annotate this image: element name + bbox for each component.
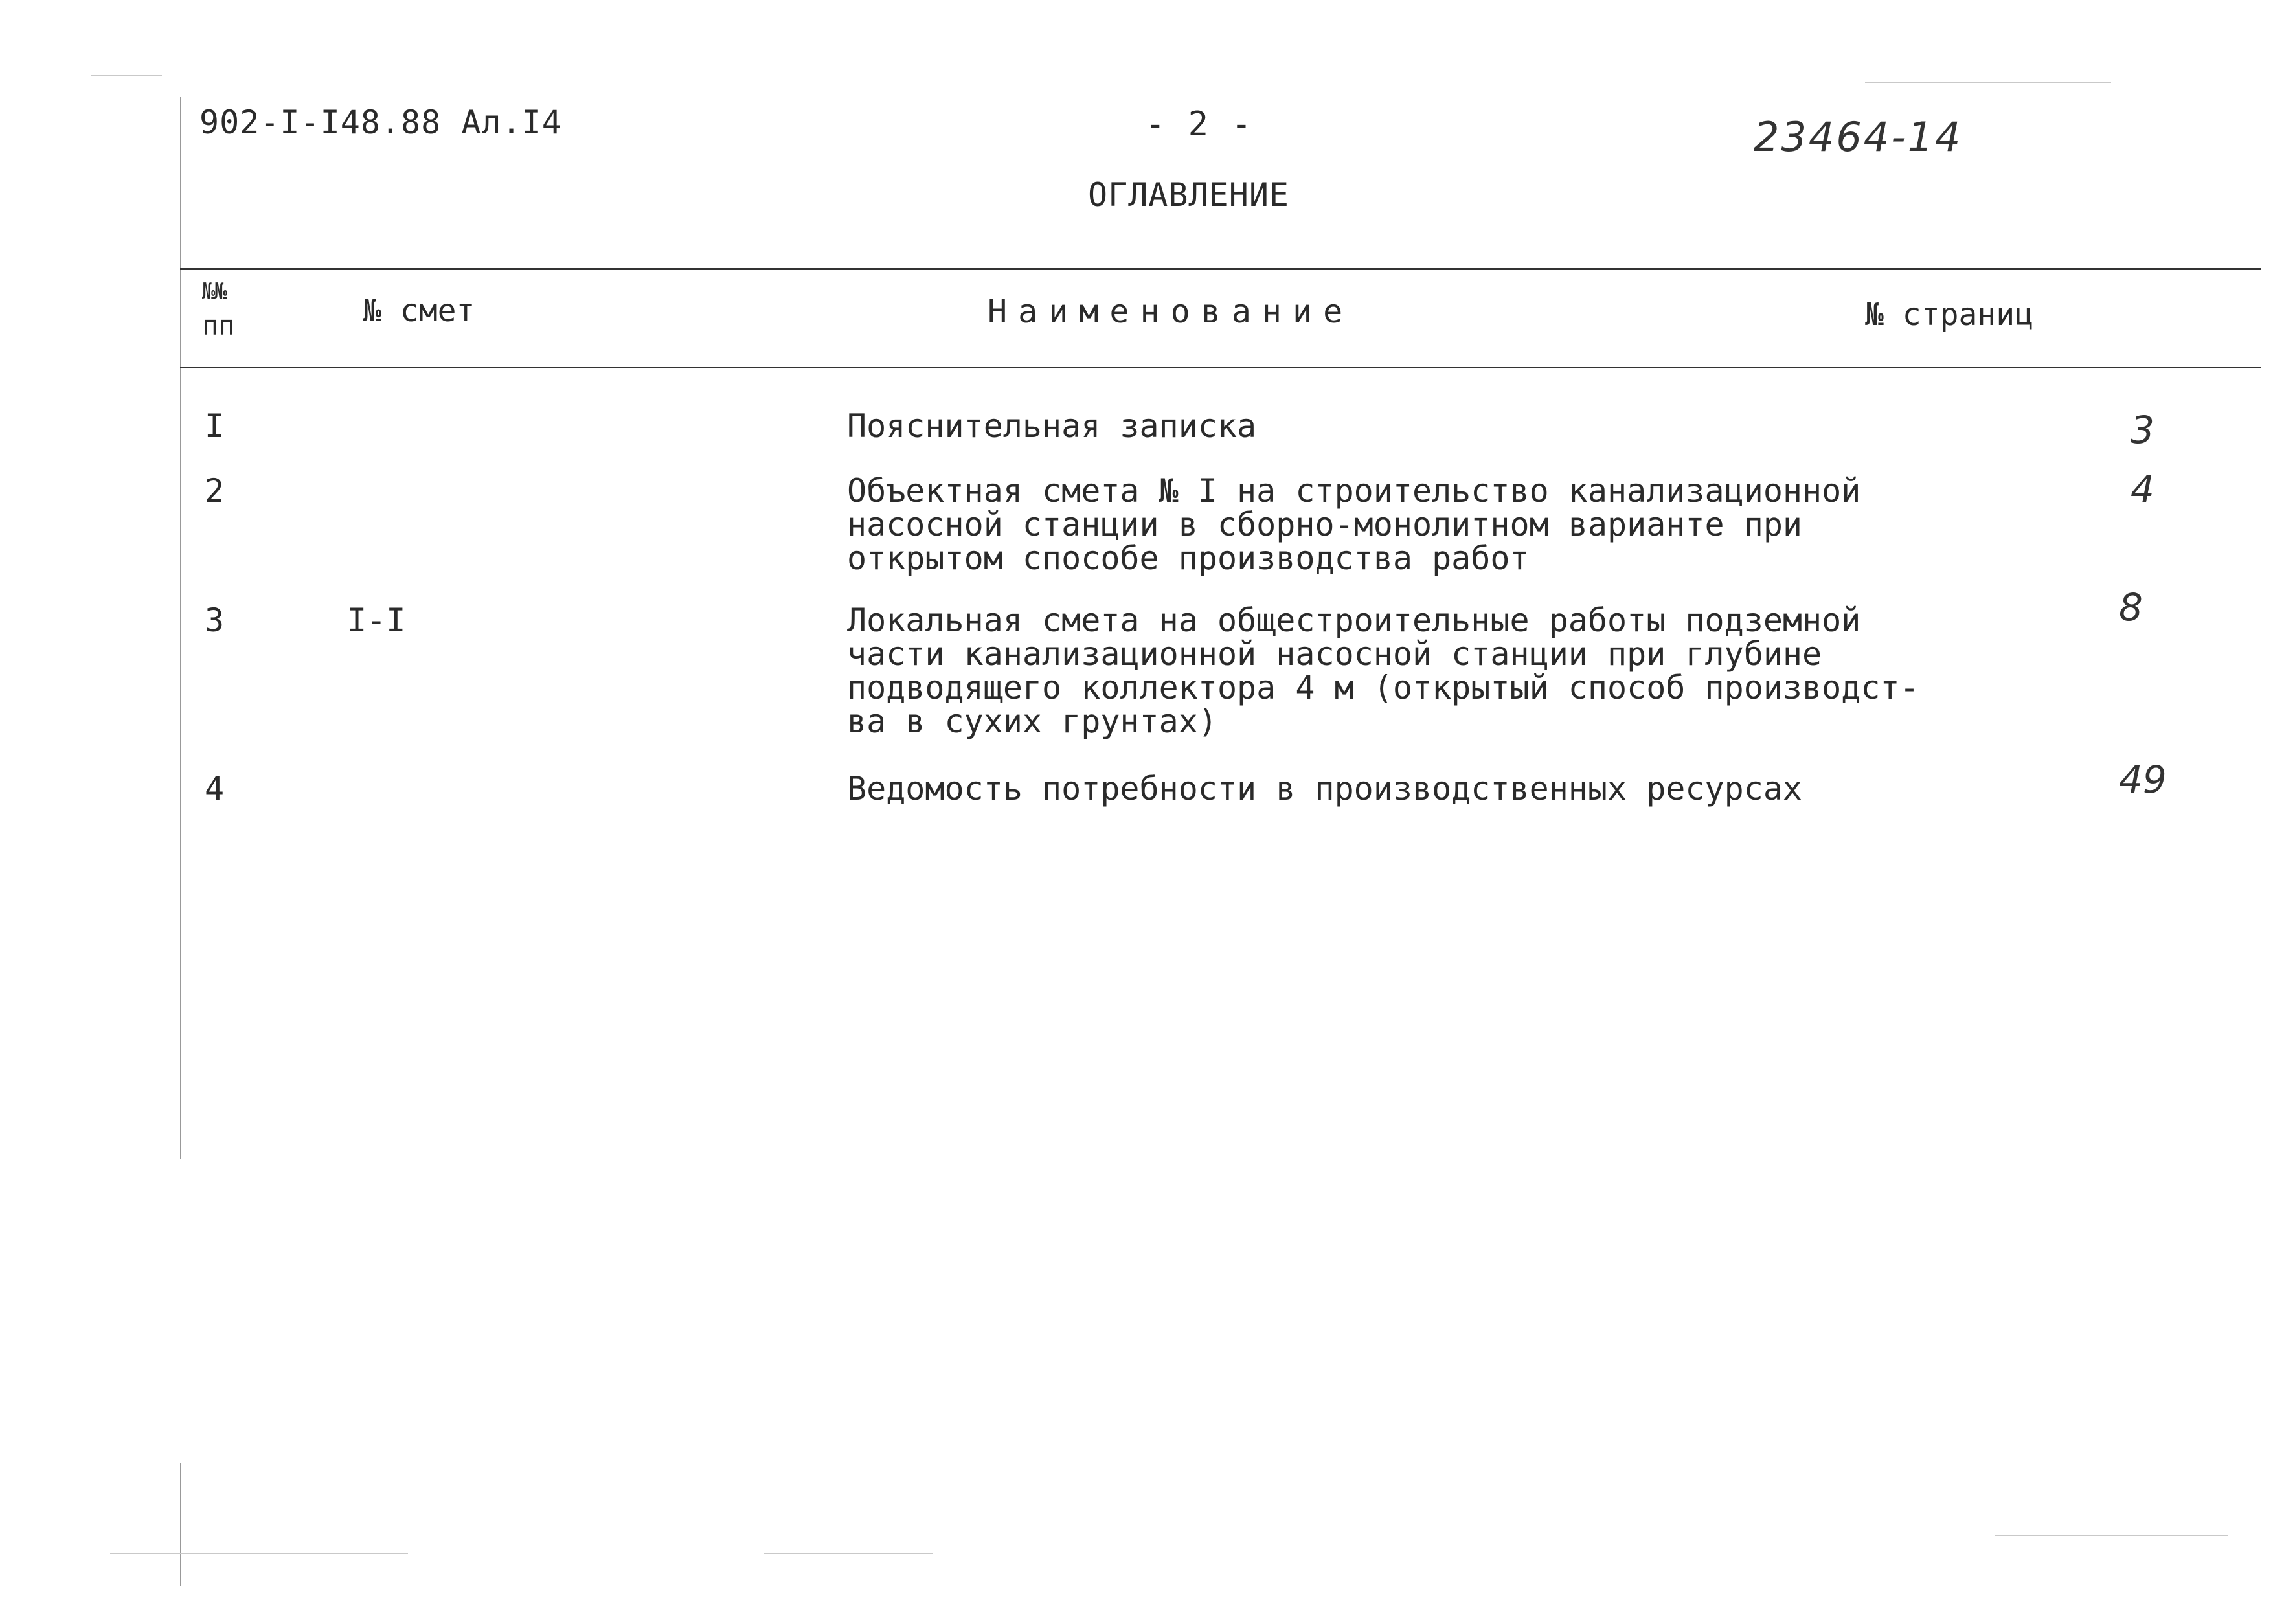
page-title: ОГЛАВЛЕНИЕ bbox=[1088, 176, 1290, 214]
table-header-rule bbox=[180, 367, 2261, 368]
page-number: - 2 - bbox=[1145, 105, 1253, 144]
column-header-estimate-number: № смет bbox=[363, 293, 475, 329]
row-page-number: 4 bbox=[2131, 468, 2154, 512]
left-margin-line bbox=[180, 97, 181, 1159]
row-number: 4 bbox=[205, 770, 225, 807]
row-estimate-number: I-I bbox=[347, 602, 406, 639]
row-name: Объектная смета № I на строительство канализационной насосной станции в сборно-монолитном варианте при открытом способе производства работ bbox=[847, 472, 1861, 577]
row-name: Пояснительная записка bbox=[847, 407, 1257, 445]
column-header-pages: № страниц bbox=[1865, 297, 2034, 333]
document-code: 902-I-I48.88 Ал.I4 bbox=[199, 104, 562, 141]
row-number: I bbox=[205, 407, 225, 445]
row-page-number: 8 bbox=[2119, 585, 2143, 629]
table-top-rule bbox=[180, 268, 2261, 270]
scan-mark bbox=[91, 75, 162, 76]
left-margin-line-lower bbox=[180, 1463, 181, 1586]
scan-mark bbox=[1995, 1535, 2228, 1536]
scan-mark bbox=[1865, 82, 2111, 83]
column-header-pp-line2: пп bbox=[202, 310, 235, 341]
row-page-number: 3 bbox=[2131, 408, 2154, 452]
row-name: Локальная смета на общестроительные работы подземной части канализационной насосной станции при глубине подводящего коллектора 4 м (открытый способ производст- ва в сухих грунтах) bbox=[847, 602, 1919, 740]
row-number: 3 bbox=[205, 602, 225, 639]
column-header-pp-line1: №№ bbox=[202, 278, 226, 304]
scan-mark bbox=[110, 1553, 408, 1554]
row-number: 2 bbox=[205, 472, 225, 510]
row-name: Ведомость потребности в производственных ресурсах bbox=[847, 770, 1803, 807]
row-page-number: 49 bbox=[2119, 758, 2167, 802]
inventory-number: 23464-14 bbox=[1754, 113, 1963, 161]
column-header-name: Наименование bbox=[988, 293, 1354, 330]
scan-mark bbox=[764, 1553, 933, 1554]
